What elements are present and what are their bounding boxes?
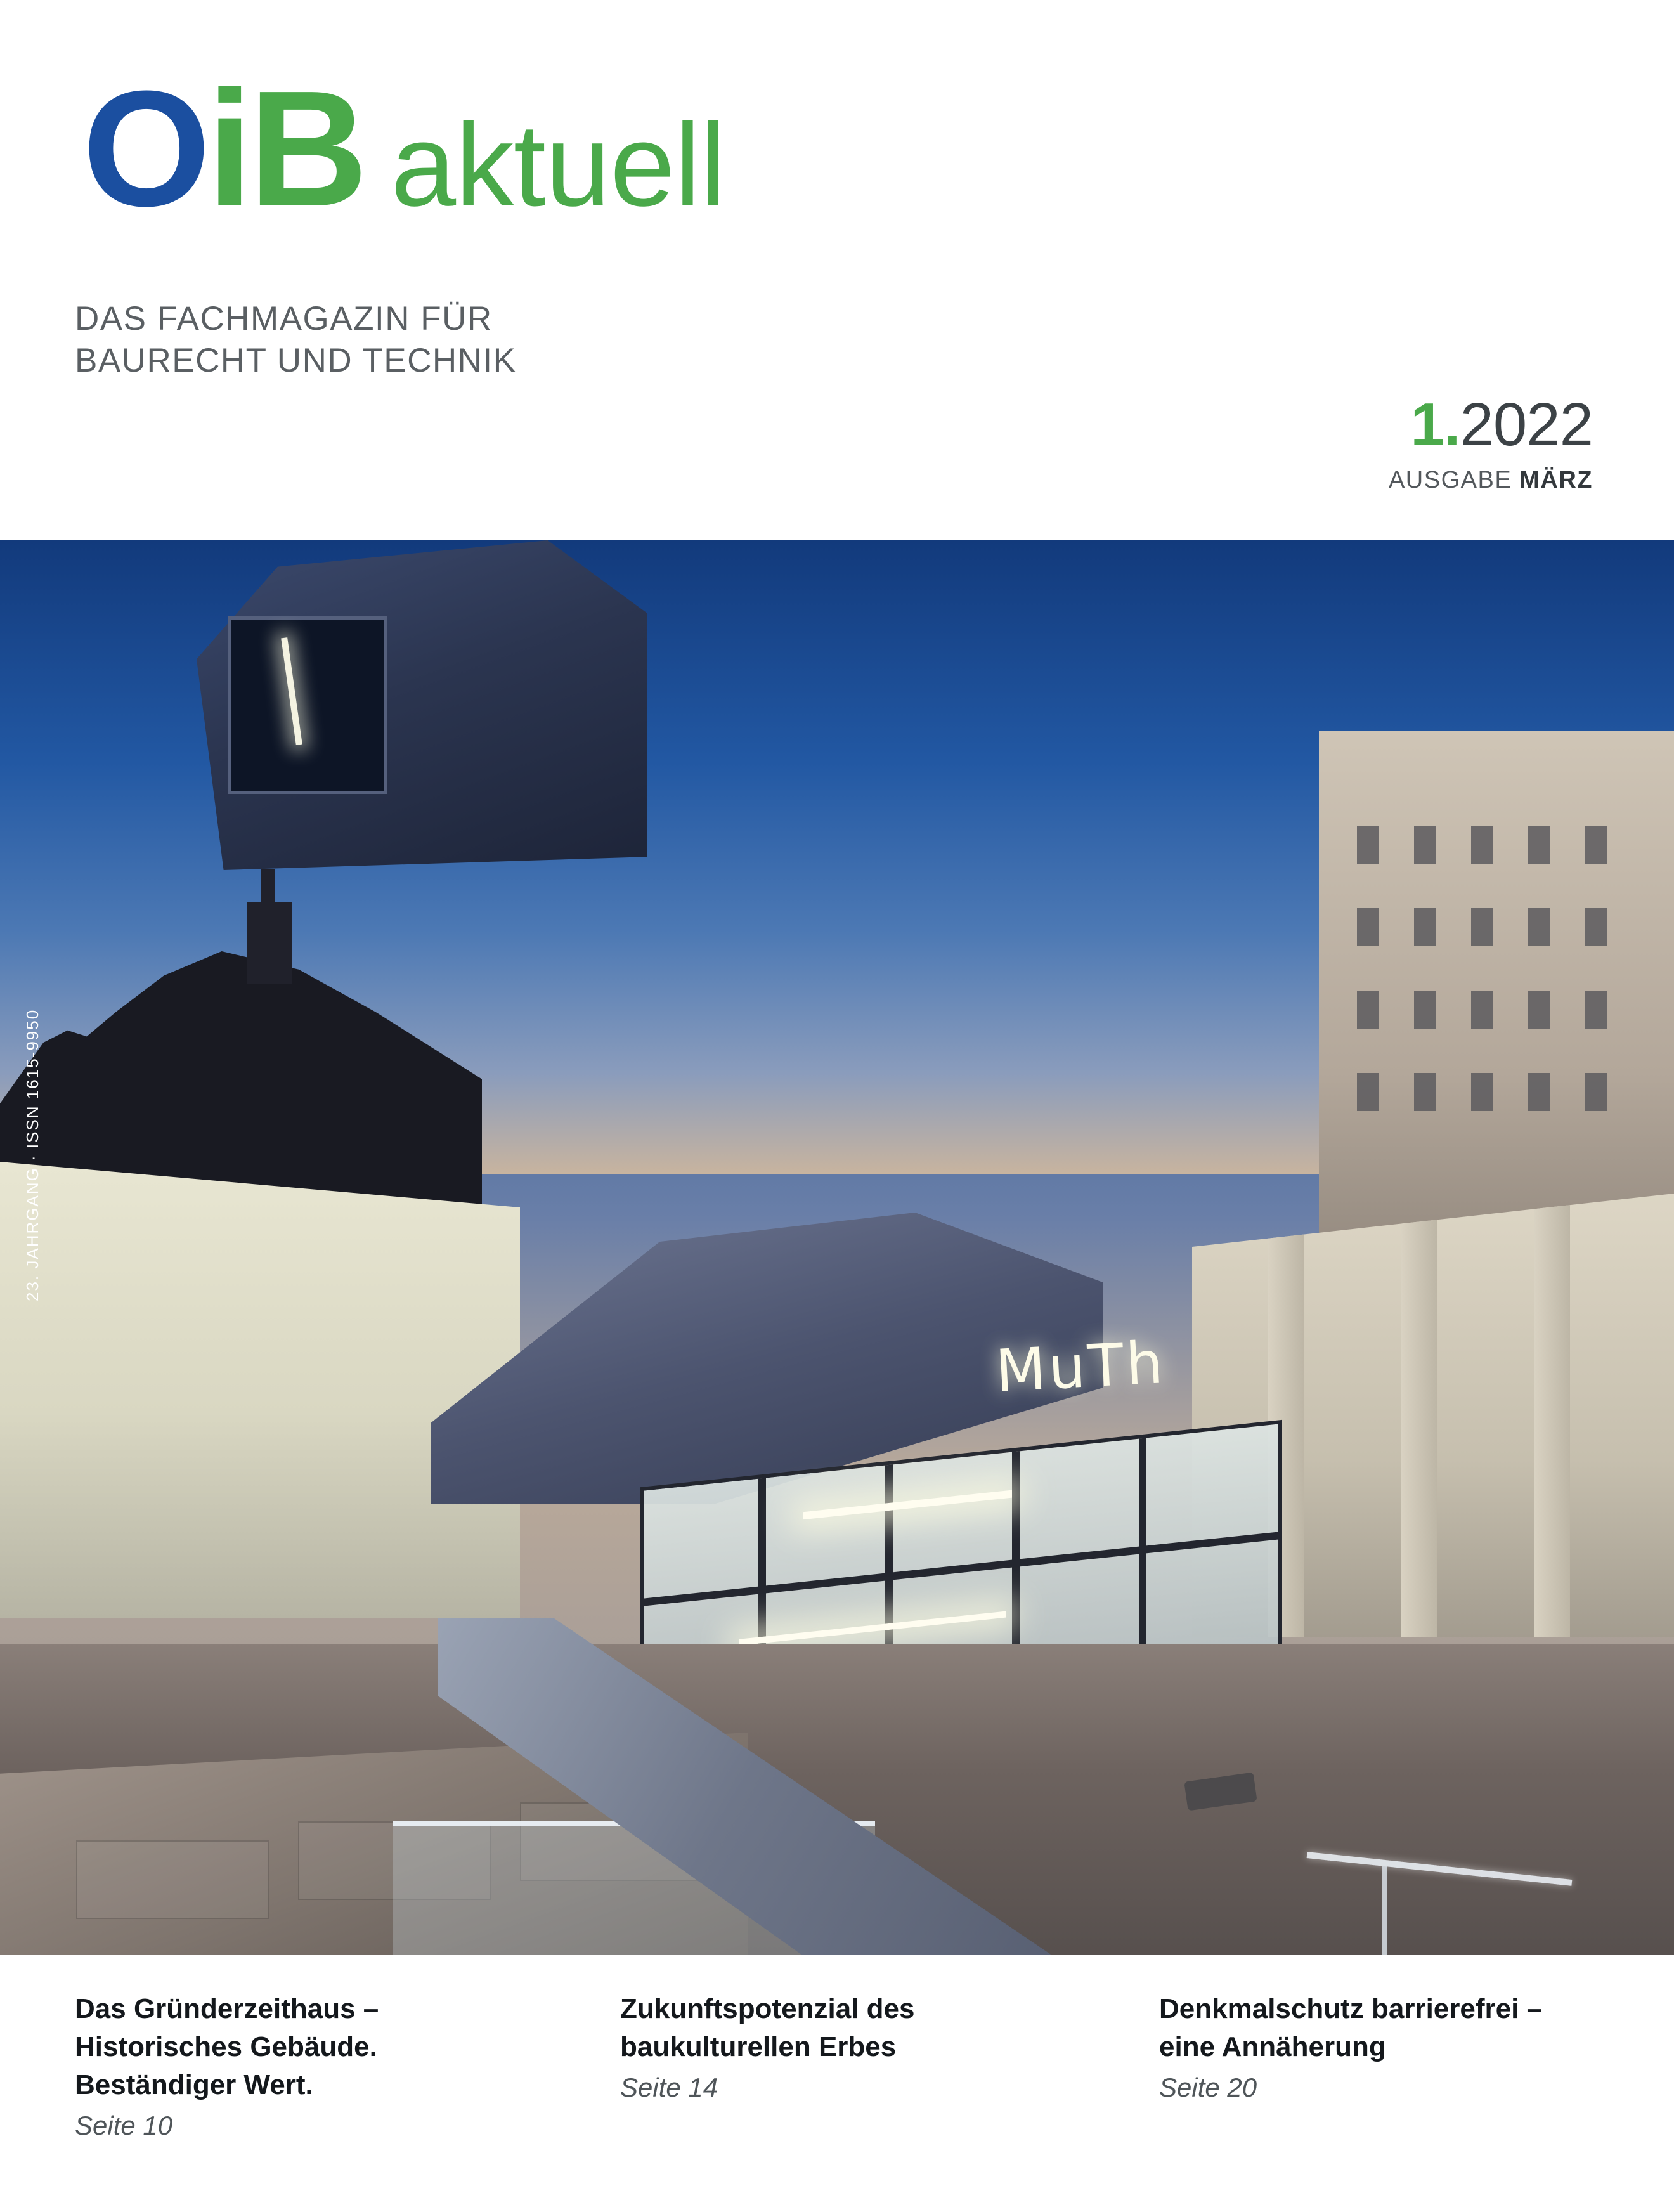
window-light-strip xyxy=(281,637,302,745)
teaser-title-line-1: Zukunftspotenzial des xyxy=(620,1993,915,2024)
handrail-post-right xyxy=(1382,1866,1387,1955)
cover-header xyxy=(0,0,1674,540)
teaser-item[interactable] xyxy=(620,1990,1153,2141)
issue-number-value: 1. xyxy=(1410,391,1460,459)
logo-letter-b: B xyxy=(249,57,365,241)
teaser-title-line-2: baukulturellen Erbes xyxy=(620,2031,897,2062)
magazine-subtitle xyxy=(75,298,517,382)
courtyard-wall-left xyxy=(0,1162,520,1618)
teaser-title-line-2: Historisches Gebäude. xyxy=(75,2031,377,2062)
issn-vertical-text: 23. JAHRGANG · ISSN 1615-9950 xyxy=(23,1008,42,1301)
teaser-page-reference: Seite 20 xyxy=(1159,2072,1257,2102)
teaser-page-reference: Seite 10 xyxy=(75,2111,173,2140)
teaser-title-line-1: Denkmalschutz barrierefrei – xyxy=(1159,1993,1543,2024)
neon-sign-muth: MuTh xyxy=(994,1329,1167,1405)
issue-year-value: 2022 xyxy=(1460,391,1593,459)
masthead-logo xyxy=(82,57,726,241)
teaser-item[interactable] xyxy=(75,1990,620,2141)
logo-word-aktuell: aktuell xyxy=(391,100,726,231)
teaser-title xyxy=(1159,1990,1603,2066)
subtitle-line-2: BAURECHT UND TECHNIK xyxy=(75,342,517,379)
cover-photo xyxy=(0,540,1674,1955)
logo-letter-o: O xyxy=(82,57,207,241)
logo-letter-i: i xyxy=(207,57,249,241)
issue-info xyxy=(1389,393,1593,494)
subtitle-line-1: DAS FACHMAGAZIN FÜR xyxy=(75,300,493,337)
chimney xyxy=(247,902,292,984)
teaser-title xyxy=(620,1990,1153,2066)
teaser-title-line-1: Das Gründerzeithaus – xyxy=(75,1993,379,2024)
issue-month: MÄRZ xyxy=(1519,467,1593,493)
issue-label: AUSGABE xyxy=(1388,467,1520,493)
issue-month-line xyxy=(1389,467,1593,494)
teaser-list xyxy=(0,1990,1674,2141)
teaser-title-line-3: Beständiger Wert. xyxy=(75,2069,313,2100)
pavilion-upper-window xyxy=(228,616,387,794)
teaser-page-reference: Seite 14 xyxy=(620,2072,718,2102)
teaser-title xyxy=(75,1990,620,2104)
cover-footer xyxy=(0,1955,1674,2212)
logo-wordmark xyxy=(82,57,365,241)
teaser-title-line-2: eine Annäherung xyxy=(1159,2031,1386,2062)
issue-number xyxy=(1389,393,1593,457)
teaser-item[interactable] xyxy=(1159,1990,1603,2141)
